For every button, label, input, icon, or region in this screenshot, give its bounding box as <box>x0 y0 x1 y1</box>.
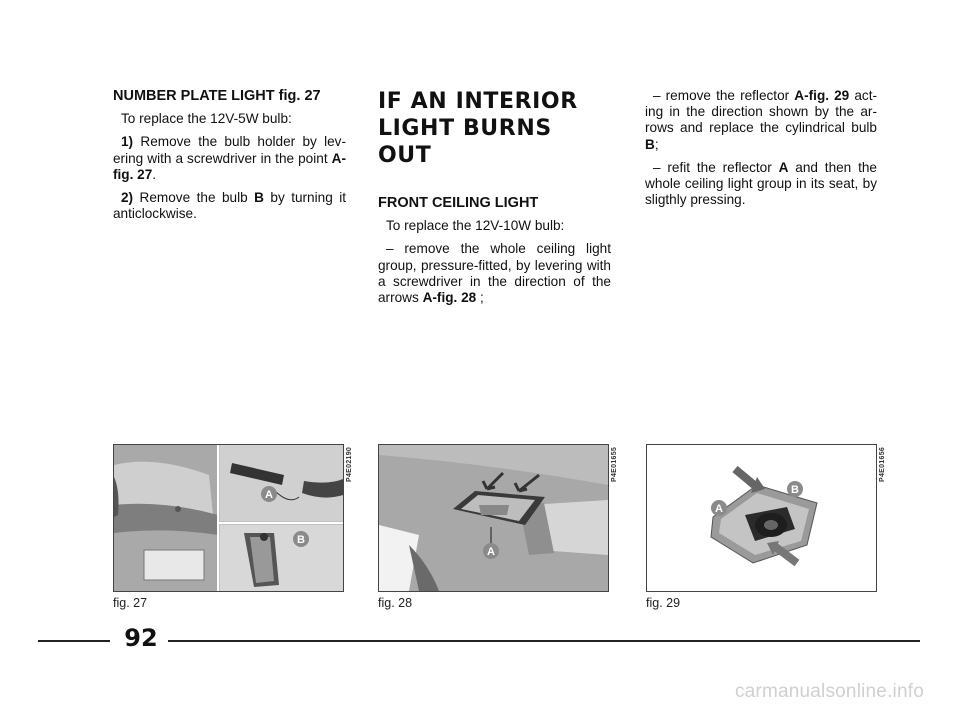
watermark: carmanualsonline.info <box>734 681 924 702</box>
bullet-1-text-b: act-ing in the direction shown by the ar-rows and replace the cylindrical bulb <box>645 88 878 136</box>
bullet-2-text-a: – refit the reflector <box>653 159 772 175</box>
title-line-2: LIGHT BURNS <box>378 116 552 141</box>
heading-number-plate-light: NUMBER PLATE LIGHT fig. 27 <box>113 88 321 104</box>
figure-27-image <box>113 444 344 592</box>
column-number-plate-light <box>113 88 346 229</box>
bullet-1-end: ; <box>654 136 659 152</box>
footer-rule-right <box>168 640 920 642</box>
bullet-2-text-b: and then the whole ceiling light group in its seat, by sligthly pressing. <box>645 159 877 208</box>
bullet-end: ; <box>479 290 484 306</box>
step-2-text-b: by turning it anticlockwise. <box>113 190 346 222</box>
bullet-ref: A-fig. 28 <box>422 290 477 306</box>
step-1-ref: A-fig. 27 <box>113 150 346 182</box>
figure-28-code: P4E01655 <box>611 446 618 482</box>
bullet-1-ref: A-fig. 29 <box>794 88 850 103</box>
bullet-1-ref-2: B <box>645 136 655 152</box>
figure-29-image <box>646 444 877 592</box>
step-2 <box>113 190 346 222</box>
page-number: 92 <box>124 624 158 652</box>
title-line-1: IF AN INTERIOR <box>378 89 578 114</box>
figure-28-illustration <box>379 445 608 591</box>
figure-29-illustration <box>647 445 876 591</box>
title-line-3: OUT <box>378 143 432 168</box>
figure-27-code: P4E02190 <box>346 446 353 482</box>
column-interior-light <box>378 88 611 313</box>
step-2-number: 2) <box>121 190 134 206</box>
bullet-1-text-a: – remove the reflector <box>653 88 790 103</box>
figure-27-caption: fig. 27 <box>113 596 148 610</box>
intro-text: To replace the 12V-5W bulb: <box>121 111 292 127</box>
label-a: A <box>487 546 495 558</box>
figure-29-caption: fig. 29 <box>646 596 681 610</box>
figure-28-image <box>378 444 609 592</box>
step-2-text-a: Remove the bulb <box>139 190 248 206</box>
figure-27-illustration <box>114 445 343 591</box>
intro-text: To replace the 12V-10W bulb: <box>386 218 565 234</box>
step-1-text: Remove the bulb holder by lev-ering with a screwdriver in the point <box>113 134 346 166</box>
bullet-2-ref: A <box>778 159 789 175</box>
column-reflector <box>645 88 877 215</box>
footer-rule-left <box>38 640 110 642</box>
label-a: A <box>715 503 723 515</box>
step-1-number: 1) <box>121 134 134 150</box>
bullet-remove-group <box>378 241 611 306</box>
step-2-ref: B <box>254 190 264 206</box>
bullet-text: – remove the whole ceiling light group, pressure-fitted, by levering with a screwdriver in the direction of the arrows <box>378 241 611 306</box>
heading-front-ceiling-light: FRONT CEILING LIGHT <box>378 195 539 211</box>
bullet-remove-reflector <box>645 88 877 153</box>
step-1 <box>113 134 346 183</box>
section-title <box>378 88 611 169</box>
step-1-end: . <box>152 166 157 182</box>
label-a: A <box>265 489 273 501</box>
bullet-refit-reflector <box>645 160 877 209</box>
figure-28-caption: fig. 28 <box>378 596 413 610</box>
figure-29-code: P4E01656 <box>879 446 886 482</box>
label-b: B <box>297 534 305 546</box>
label-b: B <box>791 484 799 496</box>
